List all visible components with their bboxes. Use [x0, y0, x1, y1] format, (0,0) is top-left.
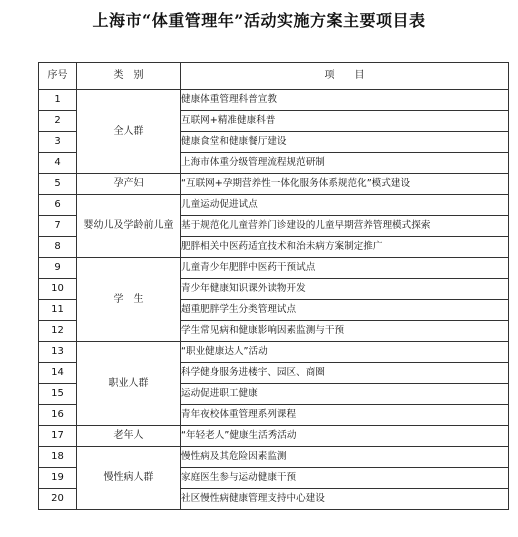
header-item: 项 目	[181, 63, 509, 90]
header-category: 类 别	[77, 63, 181, 90]
project-item: 健康体重管理科普宣教	[181, 90, 509, 111]
table-row	[39, 258, 509, 279]
row-number: 17	[39, 426, 77, 447]
table-row	[39, 174, 509, 195]
project-item: 健康食堂和健康餐厅建设	[181, 132, 509, 153]
category-cell: 慢性病人群	[77, 447, 181, 510]
project-item: 肥胖相关中医药适宜技术和治未病方案制定推广	[181, 237, 509, 258]
project-item: 科学健身服务进楼宇、园区、商圈	[181, 363, 509, 384]
project-item: 互联网+精准健康科普	[181, 111, 509, 132]
project-item: “职业健康达人”活动	[181, 342, 509, 363]
row-number: 3	[39, 132, 77, 153]
row-number: 5	[39, 174, 77, 195]
row-number: 10	[39, 279, 77, 300]
project-item: 家庭医生参与运动健康干预	[181, 468, 509, 489]
project-item: 儿童运动促进试点	[181, 195, 509, 216]
category-cell: 婴幼儿及学龄前儿童	[77, 195, 181, 258]
row-number: 1	[39, 90, 77, 111]
row-number: 18	[39, 447, 77, 468]
table-row	[39, 447, 509, 468]
table-body	[39, 90, 509, 510]
row-number: 14	[39, 363, 77, 384]
row-number: 8	[39, 237, 77, 258]
row-number: 9	[39, 258, 77, 279]
category-cell: 全人群	[77, 90, 181, 174]
row-number: 12	[39, 321, 77, 342]
project-item: 学生常见病和健康影响因素监测与干预	[181, 321, 509, 342]
category-cell: 老年人	[77, 426, 181, 447]
project-table	[38, 62, 509, 510]
header-no: 序号	[39, 63, 77, 90]
project-item: 儿童青少年肥胖中医药干预试点	[181, 258, 509, 279]
row-number: 6	[39, 195, 77, 216]
project-item: “年轻老人”健康生活秀活动	[181, 426, 509, 447]
table-row	[39, 426, 509, 447]
project-item: 超重肥胖学生分类管理试点	[181, 300, 509, 321]
project-item: “互联网+孕期营养性一体化服务体系规范化”模式建设	[181, 174, 509, 195]
row-number: 7	[39, 216, 77, 237]
table-header-row	[39, 63, 509, 90]
row-number: 16	[39, 405, 77, 426]
row-number: 4	[39, 153, 77, 174]
category-cell: 孕产妇	[77, 174, 181, 195]
project-item: 基于规范化儿童营养门诊建设的儿童早期营养管理模式探索	[181, 216, 509, 237]
row-number: 2	[39, 111, 77, 132]
table-row	[39, 195, 509, 216]
row-number: 11	[39, 300, 77, 321]
project-item: 青年夜校体重管理系列课程	[181, 405, 509, 426]
category-cell: 职业人群	[77, 342, 181, 426]
project-item: 上海市体重分级管理流程规范研制	[181, 153, 509, 174]
project-item: 慢性病及其危险因素监测	[181, 447, 509, 468]
row-number: 19	[39, 468, 77, 489]
page-title: 上海市“体重管理年”活动实施方案主要项目表	[92, 11, 426, 30]
project-item: 青少年健康知识课外读物开发	[181, 279, 509, 300]
project-item: 运动促进职工健康	[181, 384, 509, 405]
table-row	[39, 342, 509, 363]
category-cell: 学 生	[77, 258, 181, 342]
row-number: 13	[39, 342, 77, 363]
row-number: 15	[39, 384, 77, 405]
row-number: 20	[39, 489, 77, 510]
project-item: 社区慢性病健康管理支持中心建设	[181, 489, 509, 510]
table-row	[39, 90, 509, 111]
